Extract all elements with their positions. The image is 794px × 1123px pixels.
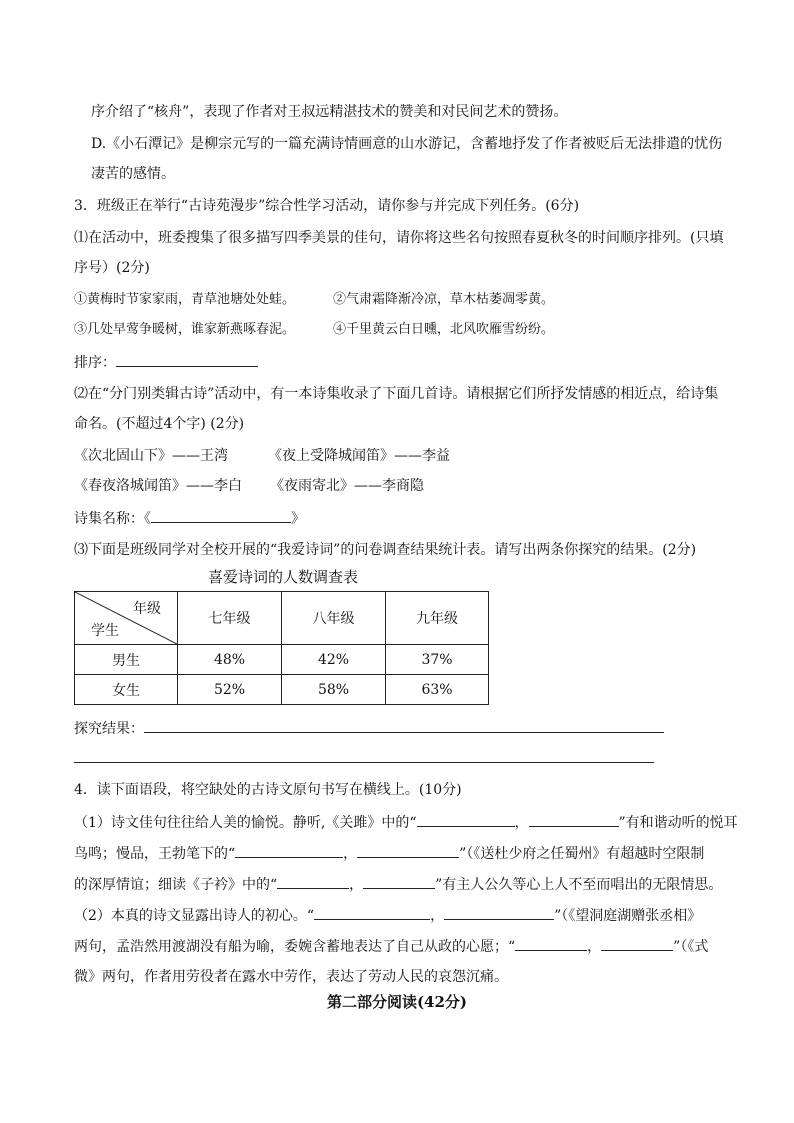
question-3-3: ⑶下面是班级同学对全校开展的“我爱诗词”的问卷调查结果统计表。请写出两条你探究的结果。(2分): [74, 542, 697, 558]
option-1: ①黄梅时节家家雨，青草池塘处处蛙。: [74, 292, 296, 307]
fill-blank[interactable]: [417, 812, 515, 827]
passage-text: 鸟鸣；慢品，王勃笔下的“: [74, 846, 236, 862]
section-heading: 第二部分阅读(42分): [326, 993, 468, 1011]
fill-blank[interactable]: [515, 936, 587, 951]
passage-text: 两句，孟浩然用渡湖没有船为喻，委婉含蓄地表达了自己从政的心愿；“: [74, 939, 516, 955]
passage-text: ”有和谐动听的悦耳: [618, 815, 738, 831]
collection-blank[interactable]: [151, 508, 291, 523]
fill-blank[interactable]: [529, 812, 619, 827]
passage-line: [74, 905, 701, 926]
explore-label: 探究结果：: [74, 721, 144, 737]
option-3: ③几处早莺争暖树，谁家新燕啄春泥。: [74, 322, 296, 337]
corner-header-grade: 年级: [133, 601, 161, 617]
passage-text: （1）诗文佳句往往给人美的愉悦。静听,《关雎》中的“: [74, 815, 417, 831]
question-3: 3．班级正在举行“古诗苑漫步”综合性学习活动，请你参与并完成下列任务。(6分): [74, 198, 580, 214]
fill-blank[interactable]: [277, 874, 349, 889]
passage-line: [74, 812, 738, 833]
column-header: 九年级: [386, 592, 489, 645]
passage-text: ”有主人公久等心上人不至而唱出的无限情思。: [435, 877, 723, 893]
table-cell: 37%: [386, 645, 489, 675]
table-corner: [75, 592, 178, 645]
collection-label: 诗集名称：《: [74, 511, 151, 527]
fill-blank[interactable]: [601, 936, 673, 951]
passage-text: ，: [349, 877, 364, 893]
poem-item: 《春夜洛城闻笛》——李白: [74, 478, 242, 494]
passage-text: ，: [343, 846, 358, 862]
column-header: 八年级: [282, 592, 386, 645]
passage-text: ”（《望洞庭湖赠张丞相》: [554, 908, 702, 924]
question-3-2: ⑵在“分门别类辑古诗”活动中，有一本诗集收录了下面几首诗。请根据它们所抒发情感的相近点，给诗集: [74, 386, 719, 402]
table-row: [75, 675, 489, 705]
table-cell: 42%: [282, 645, 386, 675]
order-blank[interactable]: [116, 352, 258, 367]
question-3-1: ⑴在活动中，班委搜集了很多描写四季美景的佳句，请你将这些名句按照春夏秋冬的时间顺序排列。(只填: [74, 230, 724, 246]
poem-item: 《次北固山下》——王湾: [74, 448, 228, 464]
passage-text: 的深厚情谊；细读《子衿》中的“: [74, 877, 278, 893]
column-header: 七年级: [178, 592, 282, 645]
passage-text: ”（《式: [673, 939, 709, 955]
passage-line: 微》两句，作者用劳役者在露水中劳作，表达了劳动人民的哀怨沉痛。: [74, 969, 508, 985]
explore-answer-line: [74, 718, 664, 739]
text-line: 序介绍了“核舟”，表现了作者对王叔远精湛技术的赞美和对民间艺术的赞扬。: [91, 104, 568, 120]
question-4: 4．读下面语段，将空缺处的古诗文原句书写在横线上。(10分): [74, 782, 462, 798]
table-cell: 48%: [178, 645, 282, 675]
fill-blank[interactable]: [235, 843, 343, 858]
fill-blank[interactable]: [314, 905, 430, 920]
table-title: 喜爱诗词的人数调查表: [208, 568, 359, 586]
table-row: [75, 645, 489, 675]
explore-blank[interactable]: [144, 718, 664, 733]
passage-line: [74, 936, 708, 957]
poem-item: 《夜上受降城闻笛》——李益: [268, 448, 450, 464]
question-3-1: 序号）(2分): [74, 260, 150, 276]
survey-table: [74, 591, 489, 705]
question-3-2: 命名。(不超过4个字) (2分): [74, 416, 245, 432]
table-cell: 63%: [386, 675, 489, 705]
collection-answer-line: [74, 508, 305, 529]
row-label: 男生: [75, 645, 178, 675]
row-label: 女生: [75, 675, 178, 705]
text-line: 凄苦的感情。: [91, 166, 175, 182]
fill-blank[interactable]: [444, 905, 554, 920]
passage-text: ，: [514, 815, 529, 831]
passage-text: （2）本真的诗文显露出诗人的初心。“: [74, 908, 315, 924]
fill-blank[interactable]: [363, 874, 435, 889]
table-cell: 58%: [282, 675, 386, 705]
passage-text: ，: [587, 939, 602, 955]
collection-close: 》: [291, 511, 305, 527]
fill-blank[interactable]: [357, 843, 459, 858]
explore-answer-line-2: [74, 748, 654, 769]
option-2: ②气肃霜降渐冷凉，草木枯萎凋零黄。: [333, 292, 555, 307]
table-cell: 52%: [178, 675, 282, 705]
corner-header-student: 学生: [91, 623, 119, 639]
explore-blank[interactable]: [74, 748, 654, 763]
option-d-line: D.《小石潭记》是柳宗元写的一篇充满诗情画意的山水游记，含蓄地抒发了作者被贬后无法排遣的忧伤: [91, 136, 723, 152]
poem-item: 《夜雨寄北》——李商隐: [270, 478, 424, 494]
passage-line: [74, 843, 704, 864]
passage-text: ”（《送杜少府之任蜀州》有超越时空限制: [459, 846, 705, 862]
option-4: ④千里黄云白日曛，北风吹雁雪纷纷。: [333, 322, 555, 337]
order-label: 排序：: [74, 355, 116, 371]
passage-line: [74, 874, 722, 895]
order-answer-line: [74, 352, 258, 373]
passage-text: ，: [430, 908, 445, 924]
